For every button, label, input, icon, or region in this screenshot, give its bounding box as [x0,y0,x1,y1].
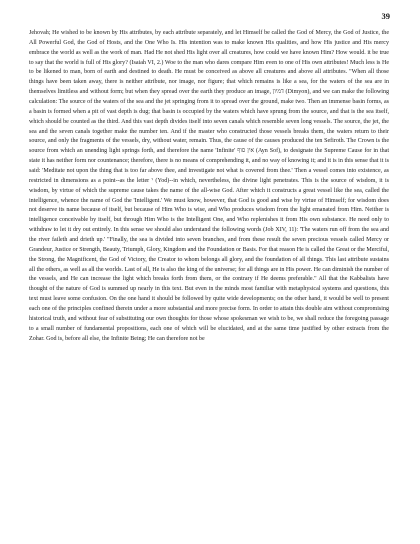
page-number: 39 [381,11,390,21]
body-text: Jehovah; He wished to be known by His attributes, by each attribute separately, and let Himself be called the God of Mercy, the God of Justice, the All Powerful God, the God of Hosts, and the One Who Is. His intention was to make known His qualities, and how His justice and His mercy embrace the world as well as the work of man. Had He not shed His light over all creatures, how could we have known Him? How would. it be true to say that the world is full of His glory? (Isaiah VI, 2.) Woe to the man who dares compare Him even to one of His own attributes! Much less is He to be likened to man, born of earth and destined to death. He must be conceived as above all creatures and above all attributes. "When all those things have been taken away, there is neither attribute, nor image, nor figure; that which remains is like a sea, for the waters of the sea are in themselves limitless and without form; but when they spread over the earth they produce an image, דמיון (Dimyon), and we can make the following calculation: The source of the waters of the sea and the jet springing from it to spread over the ground, make two. Then an immense basin forms, as a basin is formed when a pit of vast depth is dug; that basin is occupied by the waters which have sprung from the source, and that is the sea itself, which should be counted as the third. And this vast depth divides itself into seven canals which resemble seven long vessels. The source, the jet, the sea and the seven canals together make the number ten. And if the master who constructed those vessels breaks them, the waters return to their source, and only the fragments of the vessels, dry, without water, remain. Thus, the cause of the causes produced the ten Sefiroth. The Crown is the source from which an unending light springs forth, and therefore the name 'Infinite' אין סוף (Ayn Sof), to designate the Supreme Cause for in that state it has neither form nor countenance; therefore, there is no means of comprehending it, and no way of knowing it; and it is in this sense that it is said: 'Meditate not upon the thing that is too far above thee, and investigate not what is covered from thee.' Then a vessel comes into existence, as restricted in dimensions as a point--as the letter י (Yod)--in which, nevertheless, the divine light penetrates. This is the source of wisdom, it is wisdom, by virtue of which the supreme cause takes the name of the all-wise God. After which it constructs a great vessel like the sea, called the intelligence, whence the name of God the 'Intelligent.' We must know, however, that God is good and wise by virtue of Himself; for wisdom does not deserve its name because of itself, but because of Him Who is wise, and Who produces wisdom from the light emanated from Him. Neither is intelligence conceivable by itself, but through Him Who is the Intelligent One, and Who replenishes it from His own substance. He need only to withdraw to let it dry out entirely. In this sense we should also understand the following words (Job XIV, 11): 'The waters run off from the sea and the river faileth and drieth up.' "Finally, the sea is divided into seven branches, and from these result the seven precious vessels called Mercy or Grandeur, Justice or Strength, Beauty, Triumph, Glory, Kingdom and the Foundation or Basis. For that reason He is called the Great or the Merciful, the Strong, the Magnificent, the God of Victory, the Creator to whom belongs all glory, and the foundation of all things. This last attribute sustains all the others, as well as all the worlds. Last of all, He is also the king of the universe; for all things are in His power. He can diminish the number of the vessels, and He can increase the light which breaks forth from them, or the contrary if He deems preferable." All that the Kabbalists have thought of the nature of God is summed up nearly in this text. But even in the minds most familiar with metaphysical systems and questions, this text must leave some confusion. On the one hand it should be followed by quite wide developments; on the other hand, it would be well to present each one of the principles confined therein under a more substantial and more precise form. In order to attain this double aim without compromising historical truth, and without fear of substituting our own thoughts for those whose spokesman we wish to be, we shall reduce the foregoing passage to a small number of fundamental propositions, each one of which will be elucidated, and at the same time justified by other extracts from the Zohar. God is, before all else, the Infinite Being; He can therefore not be [29,30,390,342]
